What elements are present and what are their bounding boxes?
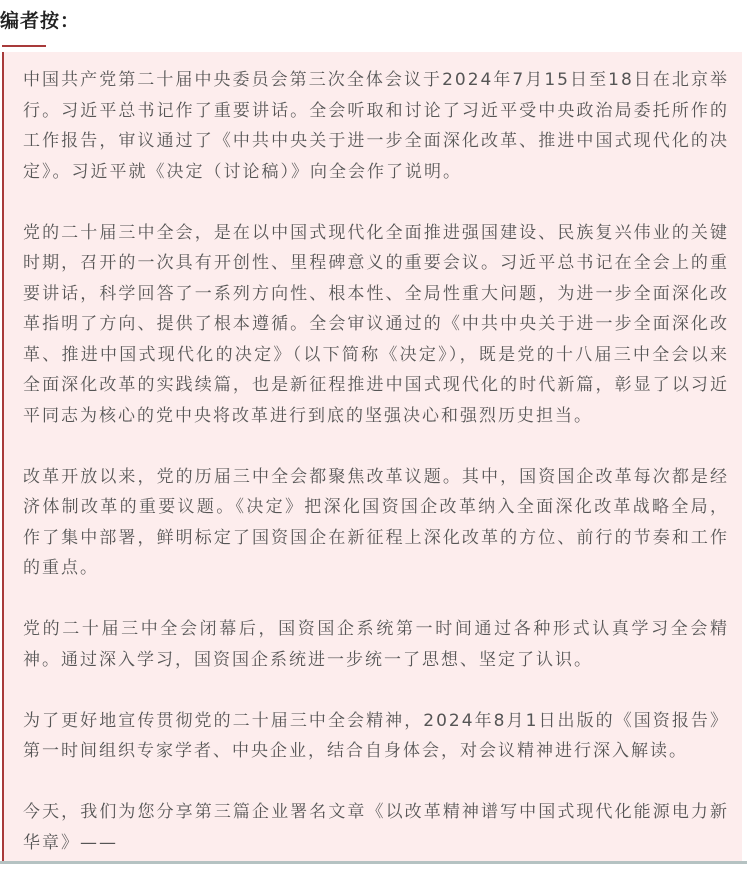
paragraph: 改革开放以来，党的历届三中全会都聚焦改革议题。其中，国资国企改革每次都是经济体制改革的重要议题。《决定》把深化国资国企改革纳入全面深化改革战略全局，作了集中部署，鲜明标定了国资国企在新征程上深化改革的方位、前行的节奏和工作的重点。 (23, 466, 729, 578)
paragraph: 中国共产党第二十届中央委员会第三次全体会议于2024年7月15日至18日在北京举行。习近平总书记作了重要讲话。全会听取和讨论了习近平受中央政治局委托所作的工作报告，审议通过了《中共中央关于进一步全面深化改革、推进中国式现代化的决定》。习近平就《决定（讨论稿）》向全会作了说明。 (23, 70, 729, 182)
paragraph: 为了更好地宣传贯彻党的二十届三中全会精神，2024年8月1日出版的《国资报告》第一时间组织专家学者、中央企业，结合自身体会，对会议精神进行深入解读。 (23, 710, 729, 761)
paragraph: 党的二十届三中全会闭幕后，国资国企系统第一时间通过各种形式认真学习全会精神。通过深入学习，国资国企系统进一步统一了思想、坚定了认识。 (23, 619, 729, 670)
accent-bar (2, 45, 46, 47)
editor-note-box (2, 52, 742, 861)
paragraph: 今天，我们为您分享第三篇企业署名文章《以改革精神谱写中国式现代化能源电力新华章》—— (23, 802, 729, 853)
paragraph: 党的二十届三中全会，是在以中国式现代化全面推进强国建设、民族复兴伟业的关键时期，召开的一次具有开创性、里程碑意义的重要会议。习近平总书记在全会上的重要讲话，科学回答了一系列方向性、根本性、全局性重大问题，为进一步全面深化改革指明了方向、提供了根本遵循。全会审议通过的《中共中央关于进一步全面深化改革、推进中国式现代化的决定》（以下简称《决定》），既是党的十八届三中全会以来全面深化改革的实践续篇，也是新征程推进中国式现代化的时代新篇，彰显了以习近平同志为核心的党中央将改革进行到底的坚强决心和强烈历史担当。 (23, 222, 729, 426)
editor-note-heading: 编者按： (0, 10, 81, 32)
editor-note-content (23, 65, 729, 889)
